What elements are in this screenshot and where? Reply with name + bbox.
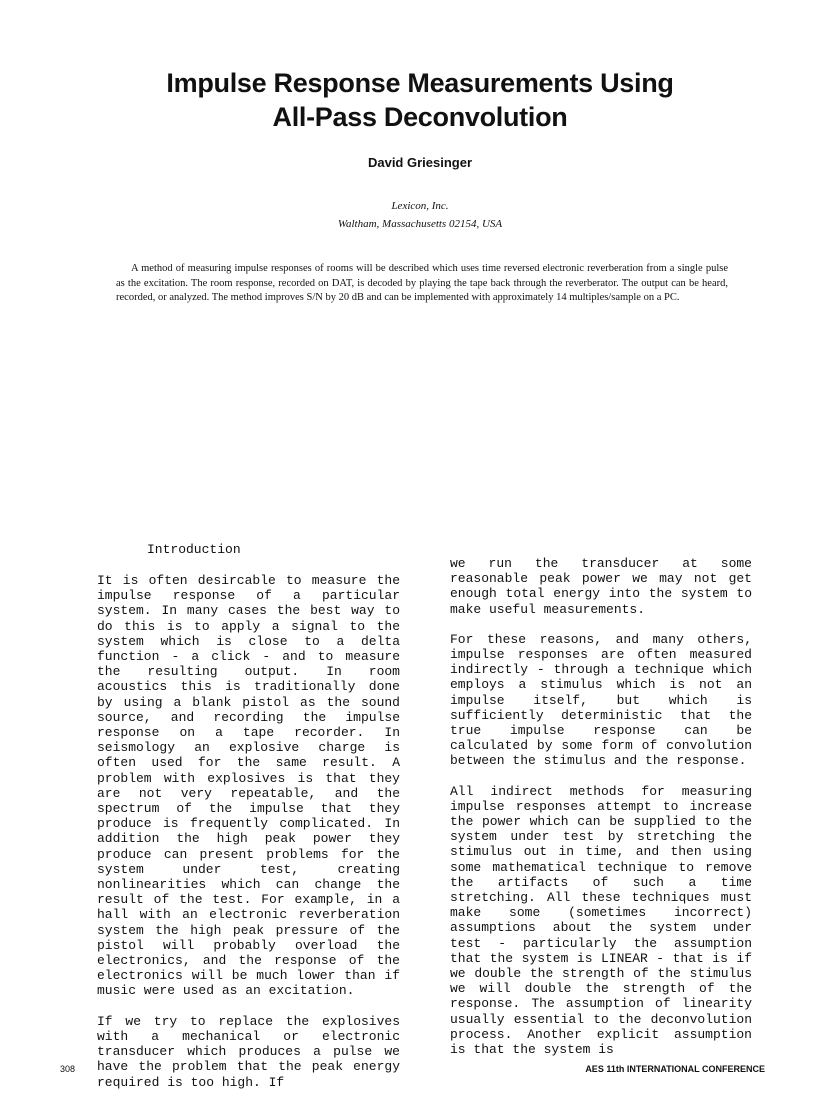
section-heading-introduction: Introduction <box>147 542 241 557</box>
paper-title-line-2: All-Pass Deconvolution <box>272 102 568 132</box>
paper-title-line-1: Impulse Response Measurements Using <box>166 68 674 98</box>
body-paragraph: All indirect methods for measuring impulse responses attempt to increase the power which can be supplied to the system under test by stretching the stimulus out in time, and then using some mathematical technique to remove the artifacts of such a time stretching. All these techniques must make some (sometimes incorrect) assumptions about the system under test - particularly the assumption that the system is LINEAR - that is if we double the strength of the stimulus we will double the strength of the response. The assumption of linearity usually essential to the deconvolution process. Another explicit assumption is that the system is <box>450 783 752 1058</box>
right-column <box>450 556 752 1072</box>
abstract-paragraph: A method of measuring impulse responses of rooms will be described which uses time reversed electronic reverberation from a single pulse as the excitation. The room response, recorded on DAT, is decoded by playing the tape back through the reverberator. The output can be heard, recorded, or analyzed. The method improves S/N by 20 dB and can be implemented with approximately 14 multiples/sample on a PC. <box>116 263 728 303</box>
page-number: 308 <box>60 1064 76 1074</box>
affiliation-organization: Lexicon, Inc. <box>391 200 449 212</box>
author-name: David Griesinger <box>367 155 473 170</box>
left-column <box>97 573 400 1105</box>
affiliation-address: Waltham, Massachusetts 02154, USA <box>337 218 503 230</box>
conference-footer: AES 11th INTERNATIONAL CONFERENCE <box>585 1064 765 1074</box>
body-paragraph: It is often desircable to measure the impulse response of a particular system. In many cases the best way to do this is to apply a signal to the system which is close to a delta function - a click - and to measure the resulting output. In room acoustics this is traditionally done by using a blank pistol as the sound source, and recording the impulse response on a tape recorder. In seismology an explosive charge is often used for the same result. A problem with explosives is that they are not very repeatable, and the spectrum of the impulse that they produce is frequently complicated. In addition the high peak power they produce can present problems for the system under test, creating nonlinearities which can change the result of the test. For example, in a hall with an electronic reverberation system the high peak pressure of the pistol will probably overload the electronics, and the response of the electronics will be much lower than if music were used as an excitation. <box>97 573 400 999</box>
body-paragraph: For these reasons, and many others, impulse responses are often measured indirectly - through a technique which employs a stimulus which is not an impulse itself, but which is sufficiently deterministic that the true impulse response can be calculated by some form of convolution between the stimulus and the response. <box>450 631 752 769</box>
body-paragraph: we run the transducer at some reasonable peak power we may not get enough total energy into the system to make useful measurements. <box>450 556 752 617</box>
affiliation <box>220 197 620 233</box>
paper-title <box>80 66 760 134</box>
body-paragraph: If we try to replace the explosives with a mechanical or electronic transducer which produces a pulse we have the problem that the peak energy required is too high. If <box>97 1013 400 1090</box>
